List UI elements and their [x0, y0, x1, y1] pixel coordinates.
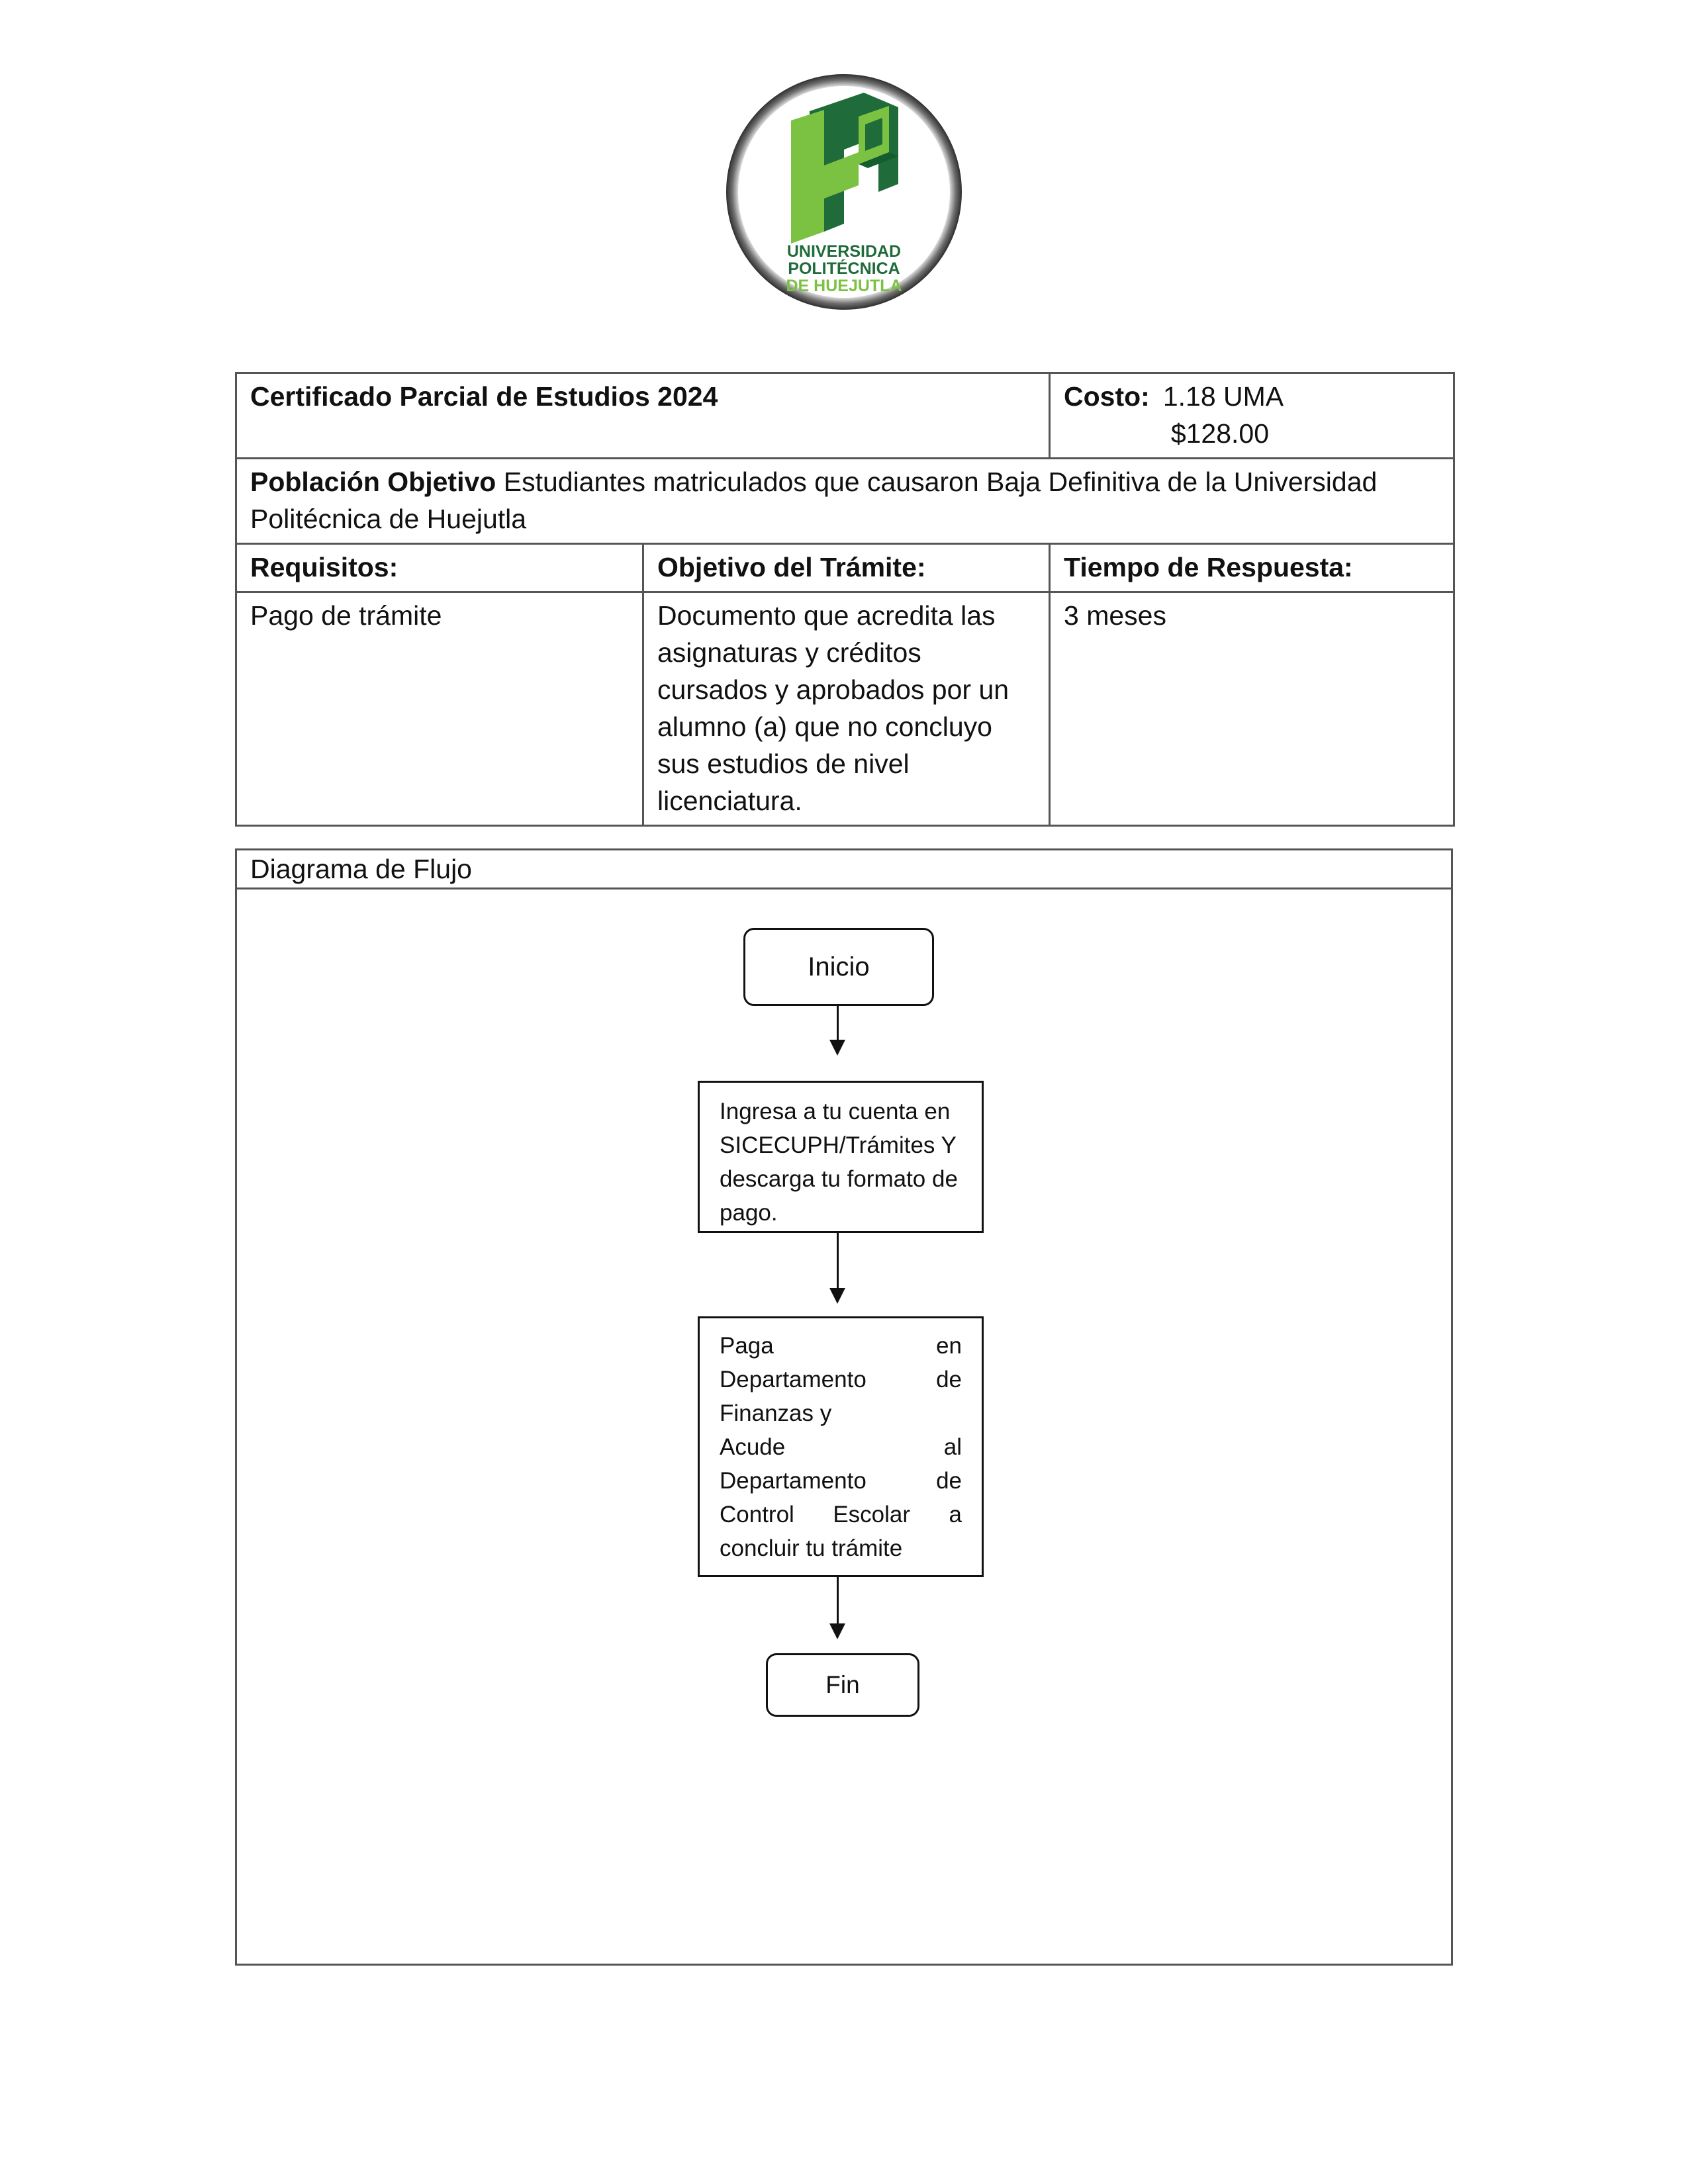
cost-amount: $128.00: [1170, 418, 1270, 449]
arrow-start-to-step1: [837, 1006, 839, 1041]
objetivo-value: Documento que acredita las asignaturas y créditos cursados y aprobados por un alumno (a) que no concluyo sus estudios de nivel licenciatura.: [643, 592, 1050, 826]
header-row: [236, 544, 1454, 592]
arrow-step1-to-step2: [837, 1233, 839, 1289]
step-payment-word: concluir tu trámite: [720, 1535, 903, 1561]
population-label: Población Objetivo: [250, 467, 496, 497]
university-logo: [725, 73, 963, 311]
step-payment-word: a: [949, 1502, 962, 1527]
university-seal-icon: [725, 73, 963, 311]
end-label: Fin: [825, 1671, 860, 1698]
procedure-title-cell: [236, 373, 1050, 459]
step-payment-word: de: [936, 1468, 962, 1494]
requisitos-header: Requisitos:: [236, 544, 643, 592]
step-payment-word: Acude: [720, 1434, 786, 1460]
population-cell: [236, 459, 1454, 544]
step-payment-word: de: [936, 1367, 962, 1392]
step-payment-word: Paga: [720, 1333, 774, 1359]
flow-diagram-section: [235, 848, 1453, 1966]
arrow-step2-to-end: [837, 1577, 839, 1625]
step-login-node: [698, 1081, 984, 1233]
step-payment-word: al: [943, 1434, 962, 1460]
step-payment-word: Departamento: [720, 1367, 867, 1392]
logo-text-line1: UNIVERSIDAD: [786, 242, 902, 261]
procedure-info-table: [235, 372, 1455, 827]
values-row: [236, 592, 1454, 826]
logo-text-line3: DE HUEJUTLA: [786, 277, 902, 295]
tiempo-value: 3 meses: [1050, 592, 1454, 826]
cost-label: Costo:: [1064, 381, 1150, 412]
end-node: [766, 1653, 919, 1717]
title-row: [236, 373, 1454, 459]
tiempo-header: Tiempo de Respuesta:: [1050, 544, 1454, 592]
requisitos-value: Pago de trámite: [236, 592, 643, 826]
start-node: [743, 928, 934, 1006]
objetivo-header: Objetivo del Trámite:: [643, 544, 1050, 592]
step-payment-word: Departamento: [720, 1468, 867, 1494]
cost-uma: 1.18 UMA: [1162, 381, 1284, 412]
cost-cell: [1050, 373, 1454, 459]
step-login-text: Ingresa a tu cuenta en SICECUPH/Trámites Y descarga tu formato de pago.: [720, 1099, 958, 1226]
step-payment-word: Control: [720, 1502, 794, 1527]
step-payment-word: Finanzas y: [720, 1400, 832, 1426]
population-text: Estudiantes matriculados que causaron Baja Definitiva de la Universidad Politécnica de Huejutla: [250, 467, 1378, 534]
start-label: Inicio: [808, 952, 870, 981]
population-row: [236, 459, 1454, 544]
flow-diagram-title: Diagrama de Flujo: [237, 850, 1451, 889]
procedure-title: Certificado Parcial de Estudios 2024: [250, 381, 718, 412]
logo-text-line2: POLITÉCNICA: [788, 259, 900, 278]
step-payment-word: en: [936, 1333, 962, 1359]
step-payment-word: Escolar: [833, 1502, 911, 1527]
step-payment-node: [698, 1316, 984, 1577]
